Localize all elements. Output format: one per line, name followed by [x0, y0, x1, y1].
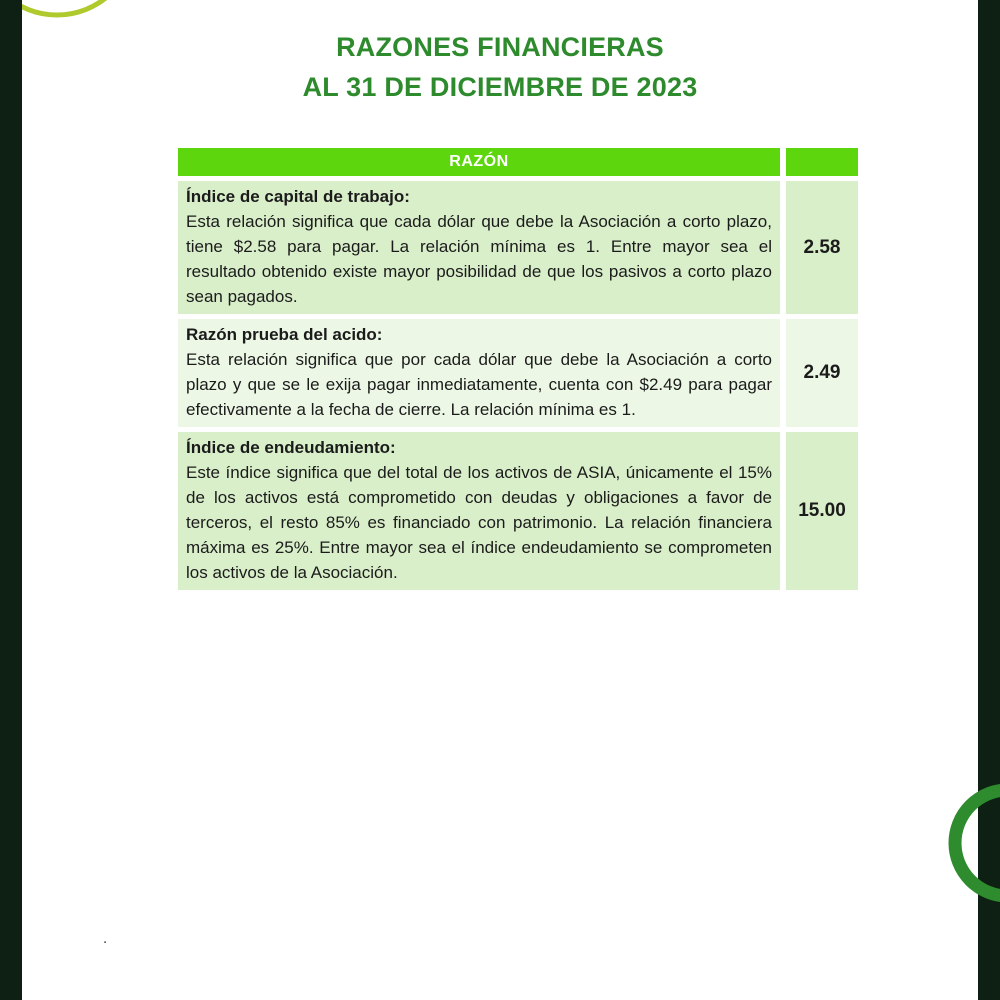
table-row	[178, 181, 858, 314]
ring-icon	[940, 775, 1000, 915]
ratio-heading: Razón prueba del acido:	[186, 325, 383, 344]
ratio-description: Esta relación significa que cada dólar que debe la Asociación a corto plazo, tiene $2.58 para pagar. La relación mínima es 1. Entre mayor sea el resultado obtenido existe mayor posibilidad de que los pasivos a corto plazo sean pagados.	[186, 212, 772, 306]
table-row	[178, 432, 858, 590]
table-header-row	[178, 148, 858, 176]
ratio-value: 15.00	[798, 500, 846, 521]
ratio-description: Esta relación significa que por cada dólar que debe la Asociación a corto plazo y que se le exija pagar inmediatamente, cuenta con $2.49 para pagar efectivamente a la fecha de cierre. La relación mínima es 1.	[186, 350, 772, 419]
ratio-value-cell	[786, 432, 858, 590]
table-header-ratio-label: RAZÓN	[449, 153, 509, 170]
page-title	[0, 27, 1000, 107]
stray-period: .	[103, 930, 108, 947]
table-row	[178, 319, 858, 427]
ratio-heading: Índice de capital de trabajo:	[186, 187, 410, 206]
ratio-description-cell	[178, 319, 780, 427]
ratio-heading: Índice de endeudamiento:	[186, 438, 396, 457]
ratio-description: Este índice significa que del total de los activos de ASIA, únicamente el 15% de los activos está comprometido con deudas y obligaciones a favor de terceros, el resto 85% es financiado con patrimonio. La relación financiera máxima es 25%. Entre mayor sea el índice endeudamiento se comprometen los activos de la Asociación.	[186, 463, 772, 582]
ratio-description-cell	[178, 432, 780, 590]
ratio-value-cell	[786, 181, 858, 314]
table-header-ratio-cell	[178, 148, 780, 176]
ratio-value: 2.49	[803, 362, 841, 383]
page-title-line1: RAZONES FINANCIERAS	[336, 32, 664, 62]
table-header-value-cell	[786, 148, 858, 176]
ratio-description-cell	[178, 181, 780, 314]
ratios-table	[178, 148, 858, 595]
ratio-value: 2.58	[803, 236, 841, 258]
left-border-bar	[0, 0, 22, 1000]
page-title-line2: AL 31 DE DICIEMBRE DE 2023	[302, 72, 698, 102]
ratio-value-cell	[786, 319, 858, 427]
